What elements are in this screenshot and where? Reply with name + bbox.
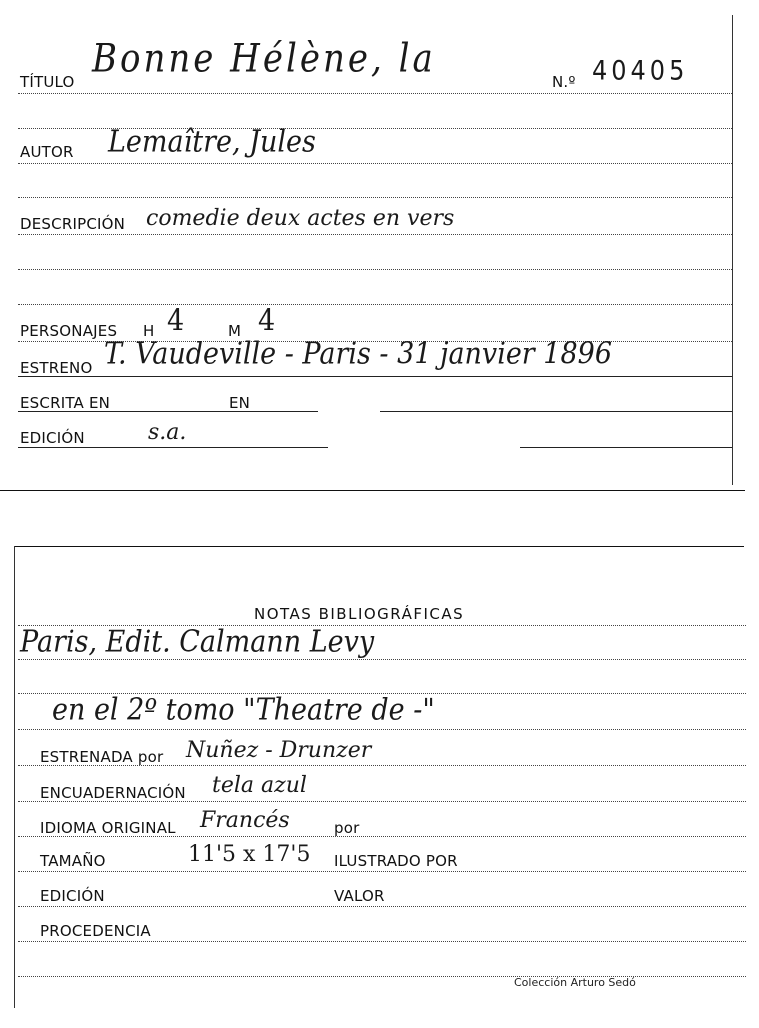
card-left-edge: [14, 546, 15, 1008]
escrita-label: ESCRITA EN: [20, 394, 111, 412]
card-right-edge: [732, 15, 733, 485]
numero-value: 40405: [592, 55, 689, 86]
rule-notas-4: [18, 729, 746, 730]
idioma-label: IDIOMA ORIGINAL: [40, 819, 176, 837]
coleccion-footer: Colección Arturo Sedó: [514, 976, 636, 989]
encuadernacion-value: tela azul: [212, 773, 307, 798]
procedencia-label: PROCEDENCIA: [40, 922, 151, 940]
rule-tamano: [18, 871, 746, 872]
catalog-card-front: [0, 0, 759, 500]
descripcion-value: comedie deux actes en vers: [146, 206, 455, 231]
rule-procedencia: [18, 941, 746, 942]
idioma-value: Francés: [200, 808, 290, 833]
rule-blank-4: [18, 304, 732, 305]
rule-estrenada: [18, 765, 746, 766]
rule-titulo: [18, 93, 732, 94]
estrenada-label: ESTRENADA por: [40, 748, 164, 766]
edicion-value: s.a.: [148, 420, 187, 445]
rule-edicion-back: [18, 906, 746, 907]
estrenada-value: Nuñez - Drunzer: [186, 738, 372, 763]
rule-notas-2: [18, 659, 746, 660]
notes-line-1: Paris, Edit. Calmann Levy: [20, 624, 375, 659]
autor-value: Lemaître, Jules: [108, 124, 316, 159]
notas-heading: NOTAS BIBLIOGRÁFICAS: [254, 605, 465, 623]
rule-escrita-left: [18, 411, 318, 412]
personajes-h-value: 4: [167, 303, 185, 338]
rule-blank-2: [18, 197, 732, 198]
personajes-label: PERSONAJES: [20, 322, 118, 340]
estreno-label: ESTRENO: [20, 359, 93, 377]
catalog-card-back: [0, 530, 759, 1028]
titulo-value: Bonne Hélène, la: [92, 36, 436, 82]
notes-line-2: en el 2º tomo "Theatre de -": [52, 692, 435, 727]
autor-label: AUTOR: [20, 143, 74, 161]
estreno-value: T. Vaudeville - Paris - 31 janvier 1896: [104, 336, 613, 371]
idioma-por-label: por: [334, 819, 360, 837]
rule-blank-back: [18, 976, 746, 977]
edicion-back-label: EDICIÓN: [40, 887, 105, 905]
card-bottom-edge: [0, 490, 745, 491]
edicion-label: EDICIÓN: [20, 429, 85, 447]
rule-blank-3: [18, 269, 732, 270]
rule-estreno: [18, 376, 732, 377]
rule-encuadernacion: [18, 801, 746, 802]
encuadernacion-label: ENCUADERNACIÓN: [40, 784, 186, 802]
numero-label: N.º: [552, 73, 576, 91]
descripcion-label: DESCRIPCIÓN: [20, 215, 126, 233]
valor-label: VALOR: [334, 887, 385, 905]
tamano-value: 11'5 x 17'5: [188, 842, 311, 867]
personajes-h-label: H: [143, 322, 155, 340]
rule-edicion-right: [520, 447, 732, 448]
ilustrado-label: ILUSTRADO POR: [334, 852, 458, 870]
tamano-label: TAMAÑO: [40, 852, 106, 870]
rule-idioma: [18, 836, 746, 837]
rule-escrita-right: [380, 411, 732, 412]
card-top-edge: [14, 546, 744, 547]
escrita-en-label: EN: [229, 394, 251, 412]
rule-autor: [18, 163, 732, 164]
titulo-label: TÍTULO: [20, 73, 75, 91]
rule-descripcion: [18, 234, 732, 235]
rule-edicion-left: [18, 447, 328, 448]
personajes-m-label: M: [228, 322, 242, 340]
personajes-m-value: 4: [258, 303, 276, 338]
